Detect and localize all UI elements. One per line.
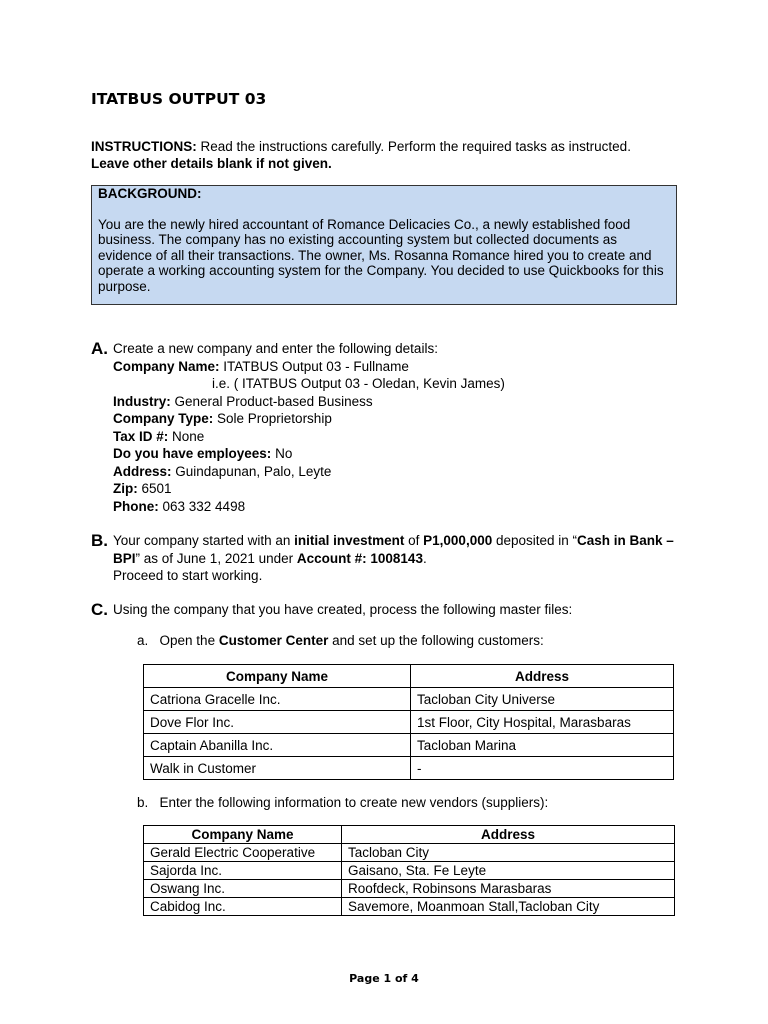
section-a-body <box>113 340 673 515</box>
company-name-label: Company Name: <box>113 358 220 374</box>
cell-address: Tacloban City <box>342 844 675 862</box>
table-row <box>144 734 674 757</box>
section-a-letter: A. <box>91 339 108 358</box>
company-name-example: i.e. ( ITATBUS Output 03 - Oledan, Kevin James) <box>212 376 505 391</box>
table-header-row <box>144 826 675 844</box>
zip-value: 6501 <box>137 481 172 496</box>
section-b-t3: deposited in “ <box>492 533 578 548</box>
cell-company-name: Gerald Electric Cooperative <box>144 844 342 862</box>
background-text: You are the newly hired accountant of Romance Delicacies Co., a newly established food business. The company has no existing accounting system but collected documents as evidence of all their transactions. The owner, Ms. Rosanna Romance hired you to create and operate a working accounting system for the Company. You decided to use Quickbooks for this purpose. <box>98 217 664 294</box>
section-c-intro: Using the company that you have created, process the following master files: <box>113 602 573 617</box>
instructions <box>91 138 651 172</box>
background-heading: BACKGROUND: <box>98 186 202 201</box>
section-b-proceed: Proceed to start working. <box>113 568 263 583</box>
section-c-a-instruction <box>137 633 544 648</box>
phone-label: Phone: <box>113 498 159 514</box>
company-type-value: Sole Proprietorship <box>213 411 332 426</box>
instructions-text: Read the instructions carefully. Perform the required tasks as instructed. <box>196 139 631 154</box>
page-number: Page 1 of 4 <box>349 972 419 985</box>
employees-value: No <box>271 446 293 461</box>
table-header-row <box>144 665 674 688</box>
background-box <box>91 185 677 305</box>
cash-account-name: Cash in Bank – BPI <box>113 533 674 566</box>
cell-company-name: Catriona Gracelle Inc. <box>144 688 411 711</box>
section-b-t2: of <box>404 533 424 548</box>
section-b-t5: . <box>422 550 427 566</box>
table-row <box>144 688 674 711</box>
initial-investment-label: initial investment <box>294 533 405 548</box>
cell-company-name: Cabidog Inc. <box>144 898 342 916</box>
section-b-body <box>113 532 675 585</box>
cell-address: Gaisano, Sta. Fe Leyte <box>342 862 675 880</box>
item-a-text1: Open the <box>159 633 219 648</box>
employees-line <box>113 445 673 463</box>
customer-center-label: Customer Center <box>218 633 329 648</box>
phone-value: 063 332 4498 <box>158 498 246 514</box>
tax-id-label: Tax ID #: <box>113 428 169 444</box>
cell-company-name: Walk in Customer <box>144 757 411 780</box>
table-row <box>144 757 674 780</box>
address-label: Address: <box>113 463 172 479</box>
cell-address: Tacloban Marina <box>411 734 674 757</box>
table-row <box>144 844 675 862</box>
company-name-value: ITATBUS Output 03 - Fullname <box>219 358 409 374</box>
section-b-t1: Your company started with an <box>113 533 295 548</box>
company-type-label: Company Type: <box>113 411 214 426</box>
industry-label: Industry: <box>113 393 171 409</box>
column-header: Company Name <box>144 826 342 844</box>
employees-label: Do you have employees: <box>113 446 272 461</box>
section-c-letter: C. <box>91 600 108 619</box>
item-b-text: Enter the following information to create new vendors (suppliers): <box>159 795 549 810</box>
table-row <box>144 898 675 916</box>
instructions-bold-tail: Leave other details blank if not given. <box>91 156 332 171</box>
account-number: Account #: 1008143 <box>296 550 423 566</box>
cell-company-name: Dove Flor Inc. <box>144 711 411 734</box>
phone-line <box>113 498 673 516</box>
table-row <box>144 880 675 898</box>
zip-label: Zip: <box>113 481 138 496</box>
section-b-t4: ” as of June 1, 2021 under <box>135 550 297 566</box>
item-a-prefix: a. <box>137 633 149 648</box>
industry-line <box>113 393 673 411</box>
cell-address: - <box>411 757 674 780</box>
instructions-label: INSTRUCTIONS: <box>91 139 197 154</box>
industry-value: General Product-based Business <box>170 393 373 409</box>
investment-amount: P1,000,000 <box>423 533 493 548</box>
company-name-line <box>113 358 673 376</box>
section-b-letter: B. <box>91 531 108 550</box>
cell-company-name: Captain Abanilla Inc. <box>144 734 411 757</box>
column-header: Company Name <box>144 665 411 688</box>
document-title: ITATBUS OUTPUT 03 <box>91 90 267 108</box>
zip-line <box>113 480 673 498</box>
cell-address: Savemore, Moanmoan Stall,Tacloban City <box>342 898 675 916</box>
tax-id-line <box>113 428 673 446</box>
table-row <box>144 862 675 880</box>
table-row <box>144 711 674 734</box>
section-a-intro: Create a new company and enter the following details: <box>113 341 438 356</box>
cell-address: 1st Floor, City Hospital, Marasbaras <box>411 711 674 734</box>
company-type-line <box>113 410 673 428</box>
item-a-text2: and set up the following customers: <box>328 633 544 648</box>
column-header: Address <box>411 665 674 688</box>
item-b-prefix: b. <box>137 795 149 810</box>
cell-address: Tacloban City Universe <box>411 688 674 711</box>
cell-address: Roofdeck, Robinsons Marasbaras <box>342 880 675 898</box>
tax-id-value: None <box>168 428 205 444</box>
cell-company-name: Oswang Inc. <box>144 880 342 898</box>
address-value: Guindapunan, Palo, Leyte <box>171 463 332 479</box>
vendors-table <box>143 825 675 916</box>
customers-table <box>143 664 674 780</box>
cell-company-name: Sajorda Inc. <box>144 862 342 880</box>
section-b-text <box>113 532 675 567</box>
column-header: Address <box>342 826 675 844</box>
section-c-b-instruction <box>137 795 548 810</box>
address-line <box>113 463 673 481</box>
